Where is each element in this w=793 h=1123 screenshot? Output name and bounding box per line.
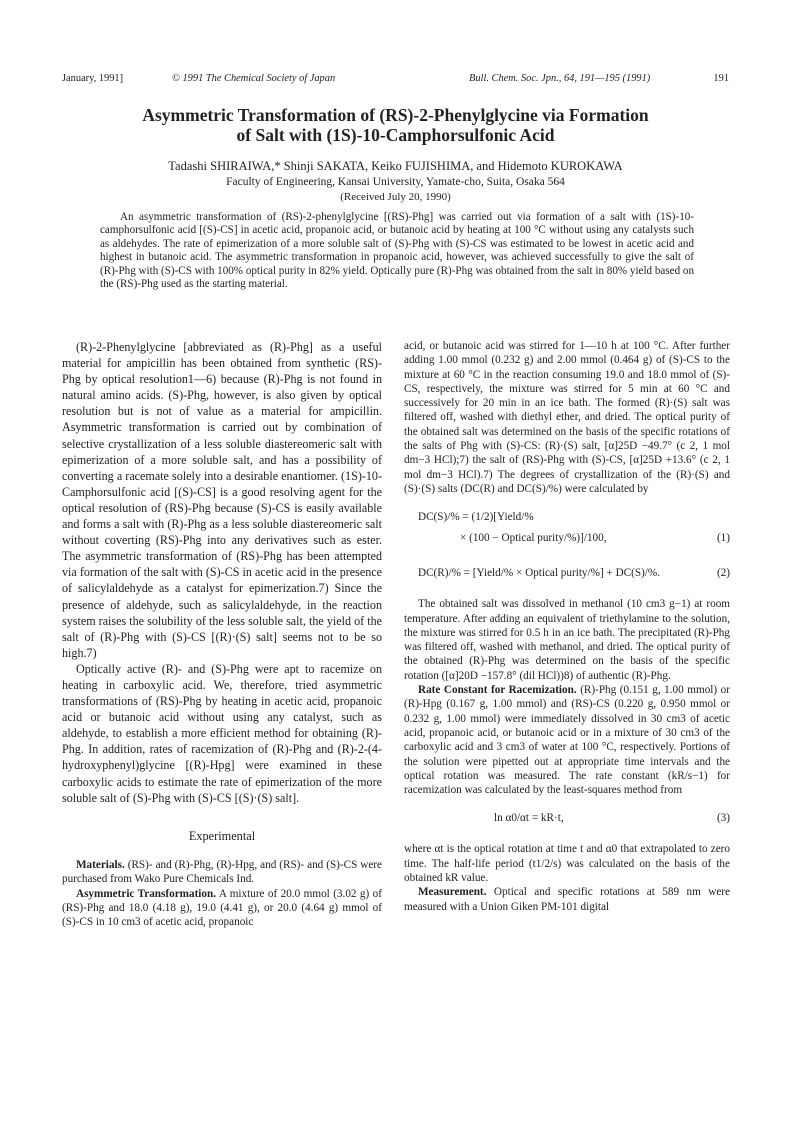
procedure-paragraph: acid, or butanoic acid was stirred for 1—10 h at 100 °C. After further adding 1.00 mmol (0.232 g) and 2.00 mmol (0.464 g) of (S)-CS to the mixture at 60 °C in the reaction consuming 19.0 and 18.0 mmol of (S)-CS, respectively, the mixture was stirred for 5 min at 60 °C and successively for 20 min in an ice bath. The formed (R)·(S) salt was filtered off, washed with diethyl ether, and dried. The optical purity of the obtained salt was determined on the basis of the specific rotations of the salts of Phg with (S)-CS: (R)·(S) salt, [α]25D −49.7° (c 2, 1 mol dm−3 HCl);7) the salt of (RS)-Phg with (S)-CS, [α]25D +13.6° (c 2, 1 mol dm−3 HCl).7) The degrees of crystallization of the (R)·(S) and (S)·(S) salts (DC(R) and DC(S)/%) were calculated by (404, 340, 730, 495)
measurement-text: Optical and specific rotations at 589 nm were measured with a Union Giken PM-101 digital (404, 886, 730, 913)
title-line-1: Asymmetric Transformation of (RS)-2-Phenylglycine via Formation (142, 105, 649, 125)
abstract-text: An asymmetric transformation of (RS)-2-phenylglycine [(RS)-Phg] was carried out via formation of a salt with (1S)-10-camphorsulfonic acid [(S)-CS] in acetic acid, propanoic acid, or butanoic acid by heating at 100 °C without using any catalysts such as aldehydes. The rate of epimerization of a more soluble salt of (S)-Phg with (S)-CS was estimated to be lowest in acetic acid and highest in butanoic acid. The asymmetric transformation in propanoic acid, however, was achieved successfully to give the salt of (R)-Phg with (S)-CS with 100% optical purity in 82% yield. Optically pure (R)-Phg was obtained from the salt in 80% yield based on the (RS)-Phg used as the starting material. (100, 211, 694, 291)
equation-1 (404, 510, 730, 527)
equation-2-number: (2) (716, 567, 730, 580)
section-heading-experimental: Experimental (188, 828, 256, 843)
equation-1-line-2: × (100 − Optical purity/%)]/100, (460, 532, 607, 545)
materials-paragraph (62, 858, 382, 887)
affiliation: Faculty of Engineering, Kansai University, Yamate-cho, Suita, Osaka 564 (226, 176, 565, 188)
equation-3-text: ln α0/αt = kR·t, (494, 812, 564, 825)
materials-text: (RS)- and (R)-Phg, (R)-Hpg, and (RS)- and (S)-CS were purchased from Wako Pure Chemicals Ind. (62, 858, 382, 886)
isolation-paragraph: The obtained salt was dissolved in methanol (10 cm3 g−1) at room temperature. After adding an equivalent of triethylamine to the solution, the mixture was stirred for 0.5 h in an ice bath. The precipitated (R)-Phg was filtered off, washed with methanol, and dried. The optical purity of the obtained (R)-Phg was determined on the basis of the specific rotation ([α]20D −157.8° (dil HCl))8) of authentic (R)-Phg. (404, 598, 730, 682)
left-column (62, 339, 382, 930)
rate-constant-heading: Rate Constant for Racemization. (418, 684, 577, 697)
asymmetric-transformation-heading: Asymmetric Transformation. (76, 887, 217, 900)
rate-constant-text: (R)-Phg (0.151 g, 1.00 mmol) or (R)-Hpg (0.167 g, 1.00 mmol) and (RS)-CS (0.220 g, 0.950 mmol or 0.232 g, 1.00 mmol) were immediately dissolved in 30 cm3 of acetic acid, propanoic acid, or butanoic acid or in a mixture of 30 cm3 of the carboxylic acid and 3 cm3 of water at 100 °C, respectively. Portions of the solution were pipetted out at appropriate time intervals and the optical rotation was measured. The rate constant (kR/s−1) for racemization was calculated by the least-squares method from (404, 684, 730, 797)
intro-paragraph-1: (R)-2-Phenylglycine [abbreviated as (R)-Phg] as a useful material for ampicillin has been obtained from synthetic (RS)-Phg by optical resolution1—6) because (R)-Phg is not found in natural amino acids. (S)-Phg, however, is also given by optical resolution but is not of value as a material for ampicillin. Asymmetric transformation is carried out by combination of selective crystallization of a less soluble diastereomeric salt with epimerization of a more soluble salt, and has a possibility of converting a racemate solely into a desirable enantiomer. (1S)-10-Camphorsulfonic acid [(S)-CS] is a good resolving agent for the optical resolution of (RS)-Phg because (S)-CS is easily available and forms a salt with (R)-Phg as a less soluble diastereomeric salt without coverting (RS)-Phg into any derivatives such as ester. The asymmetric transformation of (RS)-Phg has been attempted via formation of the salt with (S)-CS in acetic acid in the presence of salicylaldehyde as a catalyst for epimerization.7) Since the presence of aldehyde, such as salicylaldehyde, in the reaction system raises the solubility of the less soluble salt, the yield of the salt of (R)-Phg with (S)-CS [(R)·(S) salt] seems not to be so high.7) (62, 340, 382, 660)
materials-heading: Materials. (76, 858, 125, 871)
half-life-paragraph: where αt is the optical rotation at time t and α0 that extrapolated to zero time. The half-life period (t1/2/s) was calculated on the basis of the obtained kR value. (404, 843, 730, 885)
measurement-heading: Measurement. (418, 886, 487, 899)
equation-3 (404, 811, 730, 828)
intro-paragraph-2: Optically active (R)- and (S)-Phg were apt to racemize on heating in carboxylic acid. We, therefore, tried asymmetric transformations of (RS)-Phg by heating in acetic acid, propanoic acid or butanoic acid without using any catalyst, such as aldehyde, to establish a more efficient method for obtaining (R)-Phg. In addition, rates of racemization of (R)-Phg and (R)-2-(4-hydroxyphenyl)glycine [(R)-Hpg] were examined in these carboxylic acids to estimate the rate of epimerization of the more soluble salt of (S)-Phg with (S)-CS [(S)·(S) salt]. (62, 661, 382, 805)
asymmetric-transformation-text: A mixture of 20.0 mmol (3.02 g) of (RS)-Phg and 18.0 (4.18 g), 19.0 (4.41 g), or 20.0 (4.64 g) mmol of (S)-CS in 10 cm3 of acetic acid, propanoic (62, 887, 382, 929)
right-column (404, 339, 730, 914)
rate-constant-paragraph (404, 683, 730, 797)
paper-title (62, 105, 729, 145)
header-journal: Bull. Chem. Soc. Jpn., 64, 191—195 (1991) (469, 73, 651, 84)
equation-1-line-1: DC(S)/% = (1/2)[Yield/% (418, 511, 534, 524)
abstract (100, 211, 694, 291)
equation-2 (404, 566, 730, 583)
author-list: Tadashi SHIRAIWA,* Shinji SAKATA, Keiko FUJISHIMA, and Hidemoto KUROKAWA (168, 159, 623, 173)
header-page-number: 191 (713, 73, 729, 84)
equation-1-continued (404, 531, 730, 548)
equation-2-text: DC(R)/% = [Yield/% × Optical purity/%] + DC(S)/%. (418, 567, 661, 580)
title-line-2: of Salt with (1S)-10-Camphorsulfonic Acid (236, 125, 555, 145)
equation-3-number: (3) (716, 812, 730, 825)
header-date: January, 1991] (62, 73, 124, 84)
received-date: (Received July 20, 1990) (340, 191, 451, 203)
asymmetric-transformation-paragraph (62, 887, 382, 930)
measurement-paragraph (404, 885, 730, 914)
running-header (62, 73, 729, 87)
header-copyright: © 1991 The Chemical Society of Japan (172, 73, 336, 84)
equation-1-number: (1) (716, 532, 730, 545)
